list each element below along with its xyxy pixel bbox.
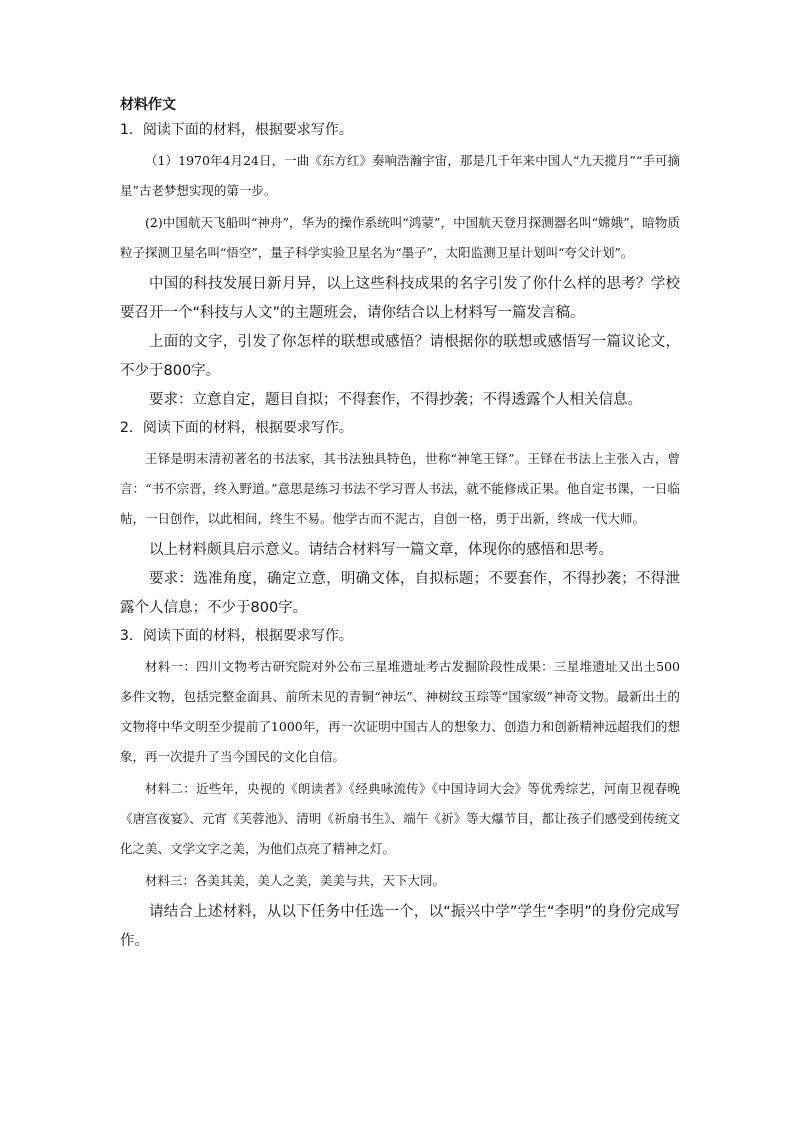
material-paragraph: (2)中国航天飞船叫“神舟”，华为的操作系统叫“鸿蒙”，中国航天登月探测器名叫“嫦娥”，暗物质粒子探测卫星名叫“悟空”，量子科学实验卫星名为“墨子”，太阳监测卫星计划叫“夸父计划”。	[120, 215, 680, 260]
prompt-paragraph: 中国的科技发展日新月异，以上这些科技成果的名字引发了你什么样的思考？学校要召开一个“科技与人文”的主题班会，请你结合以上材料写一篇发言稿。	[120, 276, 680, 321]
prompt-paragraph: 以上材料颇具启示意义。请结合材料写一篇文章，体现你的感悟和思考。	[149, 542, 613, 558]
material-paragraph: 材料二：近些年，央视的《朗读者》《经典咏流传》《中国诗词大会》等优秀综艺，河南卫视春晚《唐宫夜宴》、元宵《芙蓉池》、清明《祈扇书生》、端午《祈》等大爆节目，都让孩子们感受到传统文化之美、文学文字之美，为他们点亮了精神之灯。	[120, 781, 680, 856]
requirements-paragraph: 要求：选准角度，确定立意，明确文体，自拟标题；不要套作，不得抄袭；不得泄露个人信息；不少于800字。	[120, 571, 680, 616]
document-content	[120, 95, 680, 956]
material-paragraph: 材料一：四川文物考古研究院对外公布三星堆遗址考古发掘阶段性成果：三星堆遗址又出土500多件文物，包括完整金面具、前所未见的青铜“神坛”、神树纹玉琮等“国家级”神奇文物。最新出土的文物将中华文明至少提前了1000年，再一次证明中国古人的想象力、创造力和创新精神远超我们的想象，再一次提升了当今国民的文化自信。	[120, 659, 680, 764]
prompt-paragraph: 请结合上述材料，从以下任务中任选一个，以“振兴中学”学生“李明”的身份完成写作。	[120, 904, 680, 949]
material-paragraph: 材料三：各美其美，美人之美，美美与共，天下大同。	[145, 873, 446, 888]
question-heading: 3．阅读下面的材料，根据要求写作。	[120, 628, 353, 644]
question-heading: 1．阅读下面的材料，根据要求写作。	[120, 122, 353, 138]
section-title: 材料作文	[120, 97, 176, 113]
question-heading: 2．阅读下面的材料，根据要求写作。	[120, 420, 353, 436]
material-paragraph: 王铎是明末清初著名的书法家，其书法独具特色，世称“神笔王铎”。王铎在书法上主张入古，曾言：“书不宗晋，终入野道。”意思是练习书法不学习晋人书法，就不能修成正果。他自定书课，一日临帖，一日创作，以此相间，终生不易。他学古而不泥古，自创一格，勇于出新，终成一代大师。	[120, 451, 680, 526]
material-paragraph: （1）1970年4月24日，一曲《东方红》奏响浩瀚宇宙，那是几千年来中国人“九天揽月”“手可摘星”古老梦想实现的第一步。	[120, 153, 680, 198]
prompt-paragraph: 上面的文字，引发了你怎样的联想或感悟？请根据你的联想或感悟写一篇议论文，不少于800字。	[120, 334, 680, 379]
requirements-paragraph: 要求：立意自定，题目自拟；不得套作，不得抄袭；不得透露个人相关信息。	[149, 392, 642, 408]
